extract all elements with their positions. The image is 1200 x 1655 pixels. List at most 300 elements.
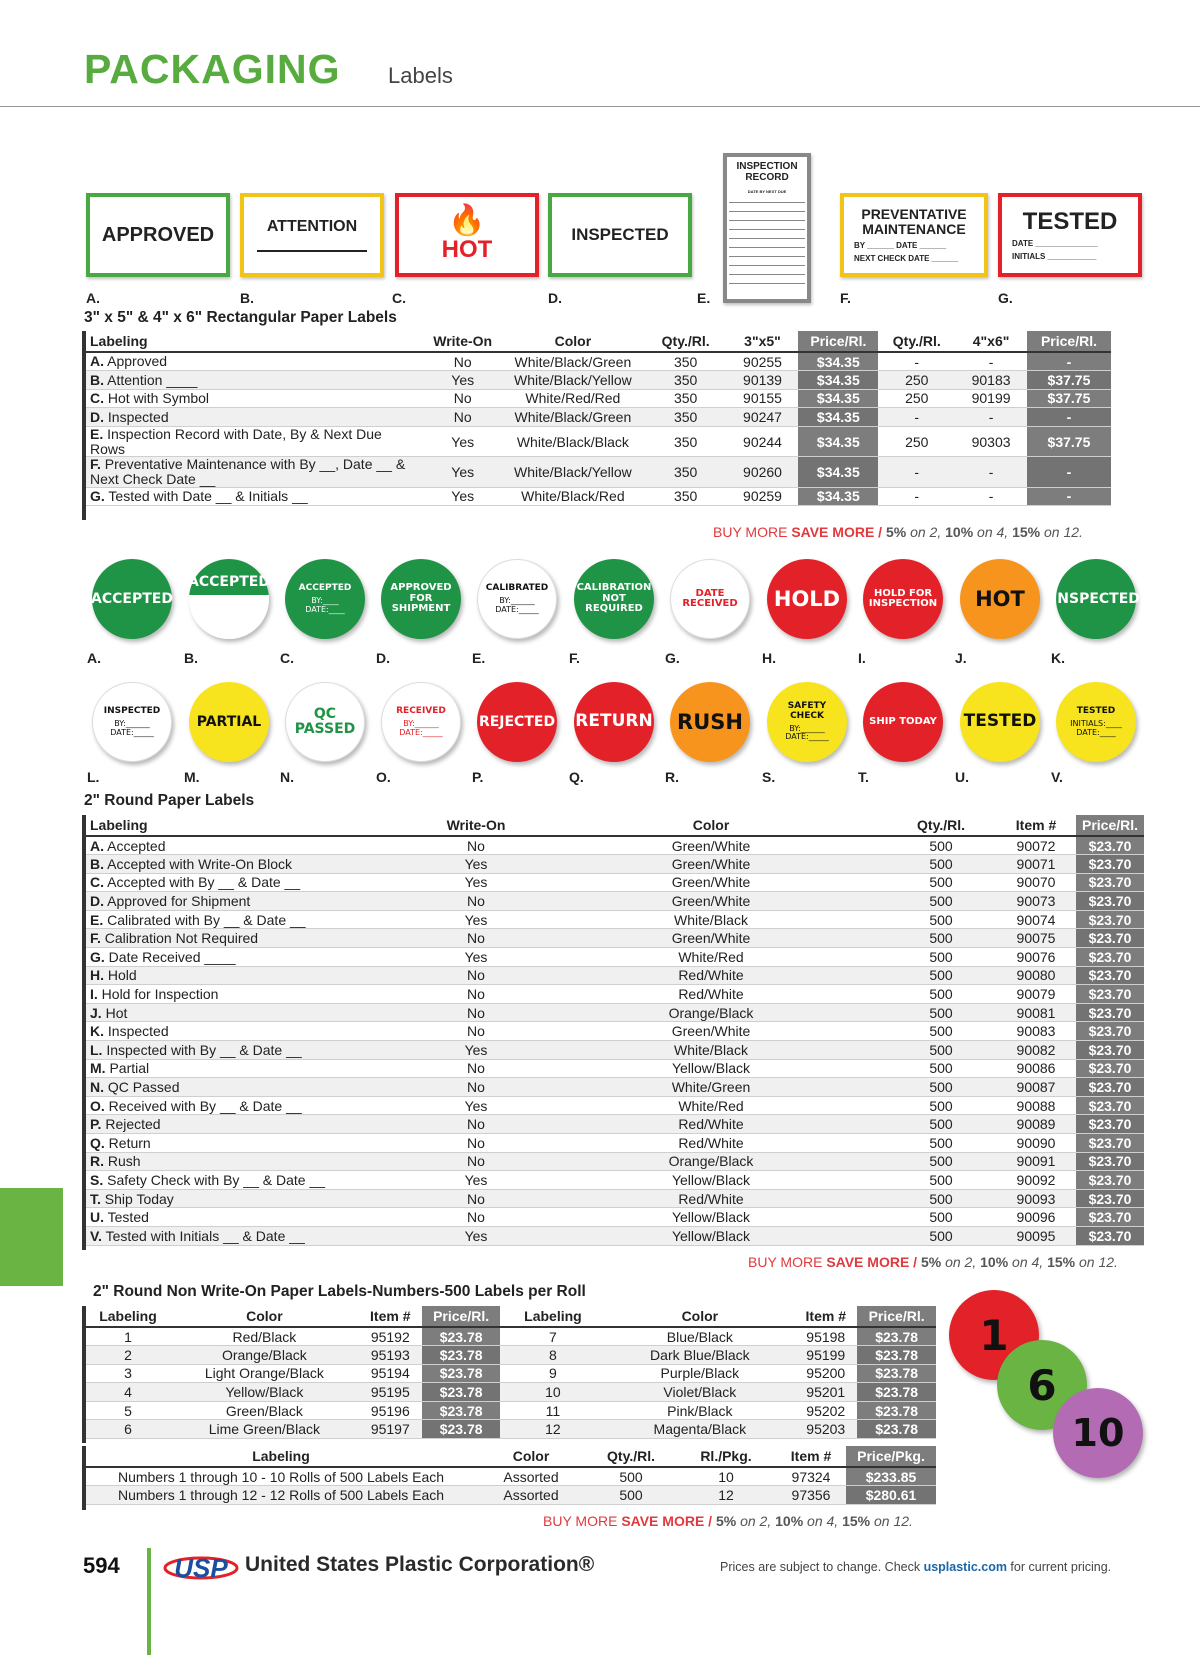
round-label-g bbox=[670, 559, 750, 639]
cell-item1: 90155 bbox=[727, 389, 799, 408]
circle-text: ACCEPTED bbox=[91, 590, 173, 607]
rect-label-c bbox=[395, 193, 539, 277]
cell-p1: $23.78 bbox=[422, 1420, 501, 1439]
cell-write_on: Yes bbox=[424, 426, 501, 456]
save-buy: BUY MORE bbox=[543, 1513, 622, 1529]
col-header: Item # bbox=[794, 1306, 857, 1327]
record-row-line bbox=[729, 283, 805, 284]
cell-labeling bbox=[86, 1171, 416, 1190]
table-row bbox=[86, 1096, 1144, 1115]
cell-item: 90072 bbox=[996, 836, 1076, 855]
cell-write_on: No bbox=[416, 1003, 536, 1022]
row-letter: A. bbox=[90, 837, 104, 854]
cell-color: White/Green bbox=[536, 1078, 886, 1097]
page-title: PACKAGING bbox=[84, 46, 341, 92]
record-row-line bbox=[729, 247, 805, 248]
round-label-h bbox=[767, 559, 847, 639]
cell-qty1: 350 bbox=[645, 389, 727, 408]
table-row bbox=[86, 1364, 936, 1383]
cell-price: $23.70 bbox=[1076, 1022, 1144, 1041]
cell-qty: 500 bbox=[886, 1152, 996, 1171]
cell-labeling bbox=[86, 948, 416, 967]
cell-n1: 5 bbox=[86, 1401, 170, 1420]
row-letter: O. bbox=[90, 1097, 105, 1114]
table-row bbox=[86, 352, 1111, 371]
company-name: United States Plastic Corporation® bbox=[245, 1553, 595, 1576]
label-text: APPROVED bbox=[101, 223, 215, 246]
cell-p1: $23.78 bbox=[422, 1327, 501, 1346]
row-labeling: Accepted with By __ & Date __ bbox=[107, 874, 301, 891]
cell-labeling bbox=[86, 1152, 416, 1171]
row-labeling: Approved for Shipment bbox=[107, 893, 251, 910]
cell-color: Red/White bbox=[536, 1115, 886, 1134]
cell-item: 90088 bbox=[996, 1096, 1076, 1115]
save-qty: on 2, bbox=[736, 1513, 776, 1529]
footer-rule bbox=[147, 1548, 151, 1655]
label-letter: D. bbox=[548, 290, 562, 306]
cell-i2: 95203 bbox=[794, 1420, 857, 1439]
cell-item: 90079 bbox=[996, 985, 1076, 1004]
cell-labeling bbox=[86, 836, 416, 855]
circle-text: TESTED bbox=[963, 711, 1037, 732]
label-letter: U. bbox=[955, 769, 969, 785]
cell-qty: 500 bbox=[886, 873, 996, 892]
cell-color: White/Red/Red bbox=[501, 389, 645, 408]
cell-price1: $34.35 bbox=[798, 426, 878, 456]
cell-n1: 3 bbox=[86, 1364, 170, 1383]
cell-color: White/Black bbox=[536, 910, 886, 929]
table-row bbox=[86, 1171, 1144, 1190]
circle-write-on: BY:______ DATE:_____ bbox=[495, 596, 539, 614]
cell-item: 90076 bbox=[996, 948, 1076, 967]
cell-qty1: 350 bbox=[645, 352, 727, 371]
label-text: ATTENTION bbox=[266, 218, 358, 235]
cell-price2: - bbox=[1027, 487, 1111, 506]
cell-price: $23.70 bbox=[1076, 1208, 1144, 1227]
cell-qty: 500 bbox=[886, 1115, 996, 1134]
row-labeling: Tested with Date __ & Initials __ bbox=[108, 488, 308, 505]
save-qty: on 4, bbox=[803, 1513, 843, 1529]
row-letter: E. bbox=[90, 911, 104, 928]
cell-labeling bbox=[86, 966, 416, 985]
cell-color: Red/White bbox=[536, 985, 886, 1004]
col-header: Color bbox=[605, 1306, 794, 1327]
row-labeling: Rejected bbox=[105, 1116, 161, 1133]
label-letter: A. bbox=[86, 290, 100, 306]
cell-item1: 90259 bbox=[727, 487, 799, 506]
row-labeling: Partial bbox=[109, 1060, 150, 1077]
row-letter: Q. bbox=[90, 1134, 105, 1151]
cell-n2: 7 bbox=[500, 1327, 605, 1346]
row-labeling: Calibration Not Required bbox=[104, 930, 259, 947]
round-label-i bbox=[863, 559, 943, 639]
cell-color: Yellow/Black bbox=[536, 1171, 886, 1190]
cell-price: $23.70 bbox=[1076, 1078, 1144, 1097]
col-header: Color bbox=[476, 1446, 586, 1467]
label-letter: C. bbox=[392, 290, 406, 306]
circle-text: SAFETY CHECK bbox=[787, 701, 827, 721]
row-labeling: Inspected with By __ & Date __ bbox=[106, 1041, 302, 1058]
cell-qty2: 250 bbox=[878, 389, 955, 408]
cell-labeling bbox=[86, 1096, 416, 1115]
round-label-b bbox=[189, 559, 269, 639]
cell-i2: 95201 bbox=[794, 1383, 857, 1402]
cell-item: 90096 bbox=[996, 1208, 1076, 1227]
cell-item: 90086 bbox=[996, 1059, 1076, 1078]
round-label-p bbox=[477, 682, 557, 762]
record-row-line bbox=[729, 256, 805, 257]
cell-write_on: No bbox=[416, 1059, 536, 1078]
table-row bbox=[86, 487, 1111, 506]
label-letter: J. bbox=[955, 650, 967, 666]
row-letter: A. bbox=[90, 353, 104, 370]
table-row bbox=[86, 948, 1144, 967]
circle-text: INSPECTED bbox=[103, 705, 161, 716]
cell-color: Green/White bbox=[536, 929, 886, 948]
circle-text: PARTIAL bbox=[196, 713, 262, 730]
cell-color: Orange/Black bbox=[536, 1003, 886, 1022]
section-color-tab bbox=[0, 1188, 63, 1286]
circle-text: APPROVED FOR SHIPMENT bbox=[390, 582, 452, 615]
round-label-e bbox=[477, 559, 557, 639]
cell-color: Yellow/Black bbox=[536, 1226, 886, 1245]
cell-qty: 500 bbox=[886, 1022, 996, 1041]
cell-item: 90091 bbox=[996, 1152, 1076, 1171]
cell-labeling bbox=[86, 985, 416, 1004]
label-letter: F. bbox=[569, 650, 580, 666]
record-row-line bbox=[729, 229, 805, 230]
cell-labeling bbox=[86, 910, 416, 929]
cell-price: $23.70 bbox=[1076, 1096, 1144, 1115]
write-on-line-1: DATE ______________ bbox=[1012, 238, 1098, 248]
circle-text: CALIBRATION NOT REQUIRED bbox=[576, 582, 652, 615]
cell-item2: - bbox=[955, 408, 1027, 427]
cell-price: $23.70 bbox=[1076, 1003, 1144, 1022]
cell-labeling: Numbers 1 through 10 - 10 Rolls of 500 Labels Each bbox=[86, 1467, 476, 1486]
cell-price: $23.70 bbox=[1076, 1189, 1144, 1208]
cell-n1: 4 bbox=[86, 1383, 170, 1402]
row-labeling: Hot with Symbol bbox=[107, 390, 210, 407]
save-more-note bbox=[543, 1513, 913, 1529]
table-row bbox=[86, 836, 1144, 855]
row-letter: P. bbox=[90, 1116, 102, 1133]
row-letter: U. bbox=[90, 1209, 104, 1226]
col-header: Price/Rl. bbox=[422, 1306, 501, 1327]
round-label-r bbox=[670, 682, 750, 762]
table-row bbox=[86, 1059, 1144, 1078]
cell-color: Red/White bbox=[536, 1189, 886, 1208]
cell-qty: 500 bbox=[886, 985, 996, 1004]
save-slash: / bbox=[704, 1513, 716, 1529]
cell-i2: 95199 bbox=[794, 1346, 857, 1365]
label-letter: V. bbox=[1051, 769, 1063, 785]
cell-price2: $37.75 bbox=[1027, 389, 1111, 408]
table-row bbox=[86, 1401, 936, 1420]
round-label-c bbox=[285, 559, 365, 639]
cell-qty: 500 bbox=[886, 948, 996, 967]
label-letter: H. bbox=[762, 650, 776, 666]
col-header: Price/Rl. bbox=[857, 1306, 936, 1327]
row-labeling: Approved bbox=[107, 353, 168, 370]
number-labels-table bbox=[86, 1306, 936, 1439]
cell-price: $23.70 bbox=[1076, 1059, 1144, 1078]
table-row bbox=[86, 855, 1144, 874]
cell-qty2: - bbox=[878, 487, 955, 506]
rect-label-f bbox=[840, 193, 988, 277]
cell-labeling bbox=[86, 1003, 416, 1022]
cell-write_on: Yes bbox=[416, 855, 536, 874]
save-qty: on 12. bbox=[1075, 1254, 1118, 1270]
cell-labeling: Numbers 1 through 12 - 12 Rolls of 500 Labels Each bbox=[86, 1486, 476, 1505]
col-header: Item # bbox=[996, 815, 1076, 836]
table-row bbox=[86, 892, 1144, 911]
cell-write_on: Yes bbox=[416, 1171, 536, 1190]
cell-item: 90083 bbox=[996, 1022, 1076, 1041]
table-row bbox=[86, 1022, 1144, 1041]
col-header: Color bbox=[501, 331, 645, 352]
usp-logo bbox=[163, 1552, 239, 1582]
row-letter: K. bbox=[90, 1023, 104, 1040]
row-labeling: Accepted with Write-On Block bbox=[107, 855, 293, 872]
cell-qty2: - bbox=[878, 352, 955, 371]
table-row bbox=[86, 1346, 936, 1365]
label-letter: P. bbox=[472, 769, 484, 785]
round-label-m bbox=[189, 682, 269, 762]
cell-qty: 500 bbox=[886, 929, 996, 948]
cell-price: $23.70 bbox=[1076, 836, 1144, 855]
row-letter: V. bbox=[90, 1227, 102, 1244]
cell-p2: $23.78 bbox=[857, 1420, 936, 1439]
col-header: Qty./Rl. bbox=[886, 815, 996, 836]
col-header: Qty./Rl. bbox=[586, 1446, 676, 1467]
table-row bbox=[86, 1486, 936, 1505]
circle-text: SHIP TODAY bbox=[869, 715, 937, 727]
cell-color: Green/White bbox=[536, 892, 886, 911]
table-row bbox=[86, 1383, 936, 1402]
number-packs-table bbox=[86, 1446, 936, 1505]
cell-labeling bbox=[86, 1022, 416, 1041]
row-labeling: Hold for Inspection bbox=[101, 986, 219, 1003]
save-pct: 5% bbox=[920, 1254, 942, 1270]
table-row bbox=[86, 873, 1144, 892]
save-pct: 10% bbox=[980, 1254, 1009, 1270]
row-letter: C. bbox=[90, 874, 104, 891]
circle-text: REJECTED bbox=[478, 713, 556, 730]
round-label-k bbox=[1052, 559, 1140, 639]
save-qty: on 4, bbox=[1008, 1254, 1048, 1270]
cell-labeling bbox=[86, 1189, 416, 1208]
cell-qty: 500 bbox=[886, 1059, 996, 1078]
cell-color: Red/White bbox=[536, 1134, 886, 1153]
cell-item: 90095 bbox=[996, 1226, 1076, 1245]
cell-i1: 95196 bbox=[359, 1401, 422, 1420]
cell-p1: $23.78 bbox=[422, 1346, 501, 1365]
cell-labeling bbox=[86, 1208, 416, 1227]
circle-text: DATE RECEIVED bbox=[682, 587, 738, 609]
cell-labeling bbox=[86, 352, 424, 371]
save-pct: 15% bbox=[1047, 1254, 1076, 1270]
cell-price: $23.70 bbox=[1076, 929, 1144, 948]
cell-color: White/Black/Red bbox=[501, 487, 645, 506]
row-letter: D. bbox=[90, 893, 104, 910]
cell-p2: $23.78 bbox=[857, 1346, 936, 1365]
cell-labeling bbox=[86, 855, 416, 874]
cell-item2: 90303 bbox=[955, 426, 1027, 456]
row-letter: E. bbox=[90, 425, 104, 442]
col-header: Labeling bbox=[86, 1306, 170, 1327]
round-section-title: 2" Round Paper Labels bbox=[84, 792, 255, 809]
row-labeling: Calibrated with By __ & Date __ bbox=[107, 911, 306, 928]
cell-item: 90070 bbox=[996, 873, 1076, 892]
round-label-t bbox=[863, 682, 943, 762]
cell-item: 90092 bbox=[996, 1171, 1076, 1190]
row-letter: B. bbox=[90, 371, 104, 388]
cell-write_on: No bbox=[424, 389, 501, 408]
row-labeling: Return bbox=[108, 1134, 151, 1151]
cell-qty2: 250 bbox=[878, 426, 955, 456]
col-header: Price/Rl. bbox=[1027, 331, 1111, 352]
label-text: INSPECTED bbox=[571, 225, 669, 244]
cell-c2: Blue/Black bbox=[605, 1327, 794, 1346]
cell-c1: Red/Black bbox=[170, 1327, 359, 1346]
label-letter: A. bbox=[87, 650, 101, 666]
cell-color: White/Red bbox=[536, 948, 886, 967]
label-letter: Q. bbox=[569, 769, 584, 785]
circle-write-on: BY:______ DATE:_____ bbox=[785, 724, 829, 742]
cell-qty: 500 bbox=[886, 892, 996, 911]
col-header: Labeling bbox=[86, 1446, 476, 1467]
cell-color: White/Black/Yellow bbox=[501, 457, 645, 487]
circle-text: ACCEPTED bbox=[188, 574, 270, 590]
cell-price: $23.70 bbox=[1076, 1041, 1144, 1060]
row-letter: F. bbox=[90, 456, 101, 473]
cell-labeling bbox=[86, 426, 424, 456]
round-label-j bbox=[960, 559, 1040, 639]
cell-price1: $34.35 bbox=[798, 457, 878, 487]
record-row-line bbox=[729, 220, 805, 221]
table-row bbox=[86, 1078, 1144, 1097]
rect-label-e bbox=[723, 153, 811, 303]
row-letter: M. bbox=[90, 1060, 106, 1077]
table-row bbox=[86, 426, 1111, 456]
label-text: INSPECTION RECORD bbox=[736, 161, 798, 183]
row-letter: F. bbox=[90, 930, 101, 947]
rect-label-d bbox=[548, 193, 692, 277]
col-header: Price/Pkg. bbox=[846, 1446, 936, 1467]
website-link[interactable]: usplastic.com bbox=[923, 1560, 1007, 1574]
label-letter: M. bbox=[184, 769, 200, 785]
cell-c1: Yellow/Black bbox=[170, 1383, 359, 1402]
cell-i2: 95200 bbox=[794, 1364, 857, 1383]
cell-i1: 95195 bbox=[359, 1383, 422, 1402]
label-letter: D. bbox=[376, 650, 390, 666]
label-letter: L. bbox=[87, 769, 100, 785]
record-row-line bbox=[729, 238, 805, 239]
cell-color: Yellow/Black bbox=[536, 1059, 886, 1078]
row-letter: R. bbox=[90, 1153, 104, 1170]
cell-item: 90082 bbox=[996, 1041, 1076, 1060]
round-label-s bbox=[767, 682, 847, 762]
cell-labeling bbox=[86, 457, 424, 487]
col-header: Labeling bbox=[86, 815, 416, 836]
cell-write_on: No bbox=[416, 985, 536, 1004]
col-header: Write-On bbox=[416, 815, 536, 836]
cell-price: $23.70 bbox=[1076, 910, 1144, 929]
cell-write_on: Yes bbox=[424, 487, 501, 506]
cell-i1: 95194 bbox=[359, 1364, 422, 1383]
cell-qty: 500 bbox=[586, 1486, 676, 1505]
row-labeling: QC Passed bbox=[107, 1079, 180, 1096]
cell-qty: 500 bbox=[886, 966, 996, 985]
cell-write_on: No bbox=[416, 1152, 536, 1171]
cell-labeling bbox=[86, 1059, 416, 1078]
cell-c2: Magenta/Black bbox=[605, 1420, 794, 1439]
cell-labeling bbox=[86, 1115, 416, 1134]
cell-price1: $34.35 bbox=[798, 389, 878, 408]
cell-qty1: 350 bbox=[645, 487, 727, 506]
cell-qty1: 350 bbox=[645, 426, 727, 456]
cell-n2: 9 bbox=[500, 1364, 605, 1383]
cell-p1: $23.78 bbox=[422, 1401, 501, 1420]
save-qty: on 2, bbox=[941, 1254, 981, 1270]
circle-text: CALIBRATED bbox=[485, 582, 549, 593]
save-slash: / bbox=[874, 524, 886, 540]
circle-text: TESTED bbox=[1076, 705, 1116, 716]
table-row bbox=[86, 1208, 1144, 1227]
table-row bbox=[86, 929, 1144, 948]
cell-n1: 2 bbox=[86, 1346, 170, 1365]
cell-item: 90090 bbox=[996, 1134, 1076, 1153]
row-labeling: Rush bbox=[107, 1153, 141, 1170]
cell-n2: 11 bbox=[500, 1401, 605, 1420]
cell-labeling bbox=[86, 371, 424, 390]
cell-color: White/Red bbox=[536, 1096, 886, 1115]
row-labeling: Hold bbox=[107, 967, 137, 984]
cell-rl: 12 bbox=[676, 1486, 776, 1505]
write-on-line bbox=[257, 250, 367, 252]
cell-color: White/Black/Black bbox=[501, 426, 645, 456]
cell-price: $23.70 bbox=[1076, 966, 1144, 985]
save-pct: 5% bbox=[715, 1513, 737, 1529]
row-labeling: Date Received ____ bbox=[108, 948, 236, 965]
cell-item: 90089 bbox=[996, 1115, 1076, 1134]
cell-color: Red/White bbox=[536, 966, 886, 985]
table-row bbox=[86, 966, 1144, 985]
save-pct: 5% bbox=[885, 524, 907, 540]
table-row bbox=[86, 1115, 1144, 1134]
save-qty: on 2, bbox=[906, 524, 946, 540]
cell-price: $23.70 bbox=[1076, 1226, 1144, 1245]
record-columns: DATE BY NEXT DUE bbox=[747, 189, 787, 194]
save-pct: 15% bbox=[842, 1513, 871, 1529]
row-labeling: Ship Today bbox=[104, 1190, 174, 1207]
table-row bbox=[86, 371, 1111, 390]
cell-color: White/Black/Green bbox=[501, 352, 645, 371]
label-letter: B. bbox=[240, 290, 254, 306]
cell-write_on: Yes bbox=[416, 1226, 536, 1245]
cell-color: Green/White bbox=[536, 836, 886, 855]
cell-price1: $34.35 bbox=[798, 371, 878, 390]
row-letter: G. bbox=[90, 488, 105, 505]
label-letter: E. bbox=[697, 290, 711, 306]
cell-qty: 500 bbox=[886, 1134, 996, 1153]
cell-color: Yellow/Black bbox=[536, 1208, 886, 1227]
cell-price2: $37.75 bbox=[1027, 371, 1111, 390]
col-header: Labeling bbox=[86, 331, 424, 352]
save-more-note bbox=[713, 524, 1083, 540]
col-header: Qty./Rl. bbox=[878, 331, 955, 352]
col-header: 3"x5" bbox=[727, 331, 799, 352]
